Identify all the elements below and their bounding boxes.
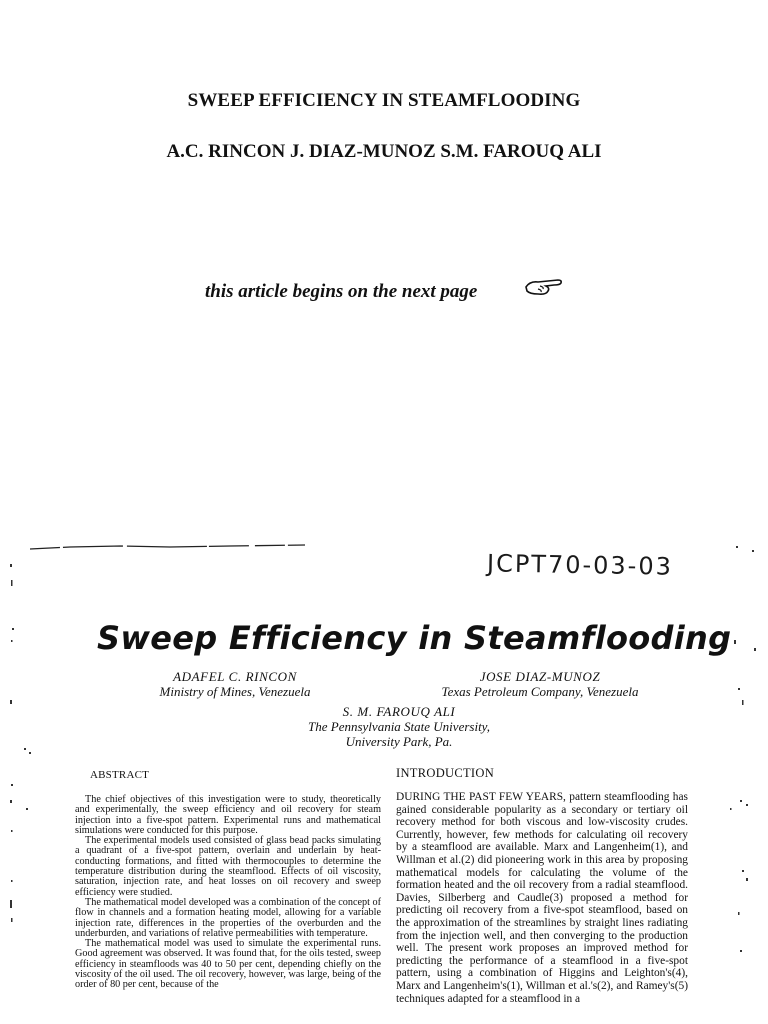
author-affiliation: Texas Petroleum Company, Venezuela: [441, 684, 639, 699]
abstract-paragraph: The chief objectives of this investigation were to study, theoretically and experimentally, the sweep efficiency and oil recovery for steam injection into a five-spot pattern. Experimental runs and mathematical simulations were conducted for this purpose.: [75, 794, 381, 836]
introduction-heading: INTRODUCTION: [396, 766, 495, 780]
abstract-heading: ABSTRACT: [90, 769, 150, 781]
journal-reference-code: JCPT70-03-03: [486, 549, 674, 581]
author-affiliation-line2: University Park, Pa.: [345, 734, 453, 749]
author-name: S. M. FAROUQ ALI: [342, 704, 456, 719]
scan-artifact-right-margin: [716, 540, 766, 980]
introduction-body: [396, 791, 688, 1005]
author-affiliation: Ministry of Mines, Venezuela: [159, 684, 311, 699]
cover-title: SWEEP EFFICIENCY IN STEAMFLOODING: [187, 90, 581, 111]
paper-title: Sweep Efficiency in Steamflooding: [97, 619, 732, 657]
author-diaz-munoz: [420, 669, 660, 699]
abstract-paragraph: The experimental models used consisted of glass bead packs simulating a quadrant of a five-spot pattern, overlain and underlain by heat-conducting formations, and fitted with thermocouples to determine the temperature distribution during the steamflood. Effects of oil viscosity, saturation, injection rate, and heat losses on oil recovery and sweep efficiency were studied.: [75, 835, 381, 898]
scan-artifact-left-margin: [4, 560, 40, 1000]
author-rincon: [140, 669, 330, 699]
introduction-paragraph: DURING THE PAST FEW YEARS, pattern steamflooding has gained considerable popularity as a secondary or tertiary oil recovery method for both viscous and low-viscosity crudes. Currently, however, few methods for calculating oil recovery by a steamflood are available. Marx and Langenheim(1), and Willman et al.(2) did pioneering work in this area by proposing mathematical models for calculating the volume of the formation heated and the oil recovery from a radial steamflood. Davies, Silberberg and Caudle(3) proposed a method for predicting oil recovery from a five-spot steamflood, based on the approximation of the streamlines by straight lines radiating from the injection well, and then converging to the production well. The present work proposes an improved method for predicting the performance of a steamflood in a five-spot pattern, using a combination of Higgins and Leighton's(4), Marx and Langenheim's(1), Willman et al.'s(2), and Ramey's(5) techniques adapted for a steamflood in a: [396, 791, 688, 1005]
author-name: JOSE DIAZ-MUNOZ: [479, 669, 601, 684]
next-page-notice: this article begins on the next page: [205, 281, 478, 302]
pointing-hand-icon: [524, 276, 564, 298]
author-name: ADAFEL C. RINCON: [173, 669, 297, 684]
cover-authors: A.C. RINCON J. DIAZ-MUNOZ S.M. FAROUQ ALI: [166, 141, 602, 162]
abstract-paragraph: The mathematical model developed was a combination of the concept of flow in channels and a formation heating model, allowing for a variable injection rate, differences in the properties of the overburden and the underburden, and variations of relative permeabilities with temperature.: [75, 896, 381, 939]
abstract-body: [75, 795, 381, 991]
abstract-paragraph: The mathematical model was used to simulate the experimental runs. Good agreement was observed. It was found that, for the oils tested, sweep efficiency in steamfloods was 40 to 50 per cent, depending chiefly on the viscosity of the oil used. The oil recovery, however, was large, being of the order of 80 per cent, because of the: [75, 938, 381, 991]
author-affiliation: The Pennsylvania State University,: [308, 719, 490, 734]
author-farouq-ali: [264, 704, 534, 749]
scan-artifact-line: [30, 540, 310, 554]
